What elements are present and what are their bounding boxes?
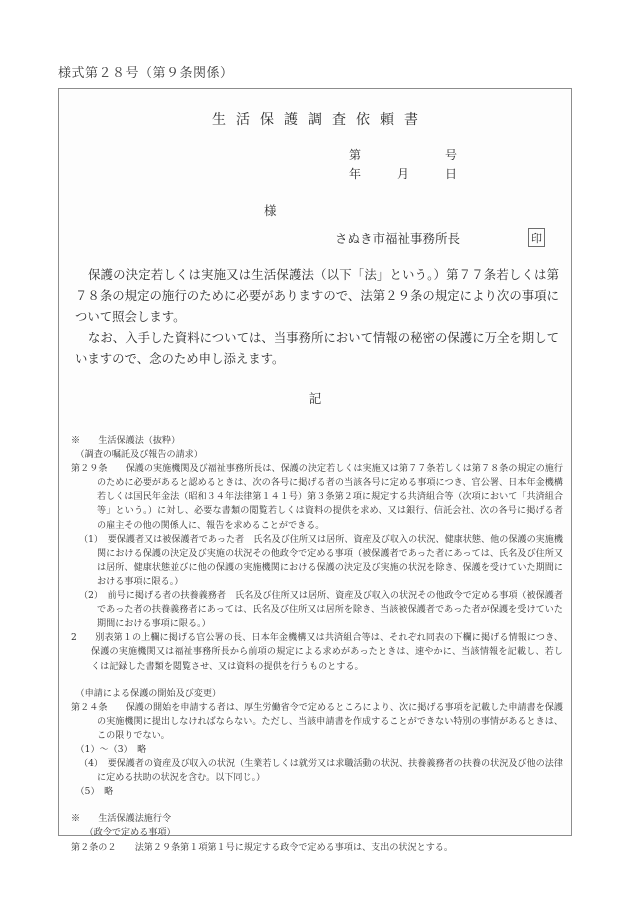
document-frame xyxy=(58,88,572,853)
number-date-block xyxy=(349,146,539,184)
article-29-paragraph-2 xyxy=(71,631,563,673)
article-2-2-text: 法第２９条第１項第１号に規定する政令で定める事項は、支出の状況とする。 xyxy=(134,842,453,853)
article-29-item-2 xyxy=(71,589,563,631)
legal-notes-section xyxy=(71,434,563,855)
article-24-items-1-3-omitted xyxy=(71,743,563,757)
article-2-2 xyxy=(71,841,563,855)
note-section-1-title: 生活保護法（抜粋） xyxy=(98,436,181,446)
notes-spacer-2 xyxy=(71,799,563,812)
article-29-item-1-text: 要保護者又は被保護者であった者 氏名及び住所又は居所、資産及び収入の状況、健康状態、他の保護の実施機関における保護の決定及び実施の状況その他政令で定める事項（被保護者であった者にあっては、氏名及び住所又は居所、健康状態並びに他の保護の実施機関における保護の決定及び実施の状況を除き、保護を受けていた期間における事項に限る。） xyxy=(97,534,563,587)
article-29-text: 保護の実施機関及び福祉事務所長は、保護の決定若しくは実施又は第７７条若しくは第７８条の規定の施行のために必要があると認めるときは、次の各号に掲げる者の当該各号に定める事項につき、官公署、日本年金機構若しくは国民年金法（昭和３４年法律第１４１号）第３条第２項に規定する共済組合等（次項において「共済組合等」という。）に対し、必要な書類の閲覧若しくは資料の提供を求め、又は銀行、信託会社、次の各号に掲げる者の雇主その他の関係人に、報告を求めることができる。 xyxy=(97,464,563,531)
addressee-honorific: 様 xyxy=(264,203,277,218)
note-section-2-title: 生活保護法施行令 xyxy=(98,814,172,825)
article-29-paragraph-2-label: 2 xyxy=(71,633,77,644)
document-date-line: 年 月 日 xyxy=(349,167,458,181)
article-2-2-label: 第２条の２ xyxy=(71,842,117,853)
article-24 xyxy=(71,701,563,743)
note-section-2-heading xyxy=(71,812,563,826)
article-29-item-1 xyxy=(71,533,563,589)
note-section-2-subheading-text: （政令で定める事項） xyxy=(89,828,176,839)
article-29-item-2-text: 前号に掲げる者の扶養義務者 氏名及び住所又は居所、資産及び収入の状況その他政令で定める事項（被保護者であった者の扶養義務者にあっては、氏名及び住所又は居所を除き、当該被保護者であった者が保護を受けていた期間における事項に限る。） xyxy=(97,591,563,630)
article-29 xyxy=(71,462,563,532)
note-section-1-subheading xyxy=(71,448,563,462)
article-24-items-1-3-omitted-text: （1）〜（3） 略 xyxy=(80,744,147,755)
issuer-name: さぬき市福祉事務所長 xyxy=(335,230,461,246)
note-section-1-heading xyxy=(71,434,563,448)
issuer-line xyxy=(335,228,545,247)
article-29-item-2-label: （2） xyxy=(79,591,99,602)
notes-spacer-1 xyxy=(71,674,563,687)
article-24-item-4-text: 要保護者の資産及び収入の状況（生業若しくは就労又は求職活動の状況、扶養義務者の扶養の状況及び他の法律に定める扶助の状況を含む。以下同じ。） xyxy=(97,759,563,784)
article-24-item-4 xyxy=(71,757,563,785)
seal-stamp-box: 印 xyxy=(528,228,545,247)
body-paragraph-1: 保護の決定若しくは実施又は生活保護法（以下「法」という。）第７７条若しくは第７８条の規定の施行のために必要がありますので、法第２９条の規定により次の事項について照会します。 xyxy=(75,267,559,324)
article-24-label: 第２４条 xyxy=(71,702,108,713)
article-24-item-4-label: （4） xyxy=(79,759,99,770)
note-marker-1: ※ xyxy=(71,436,81,446)
note-marker-2: ※ xyxy=(71,814,81,825)
document-number-line: 第 号 xyxy=(349,148,458,162)
ki-mark: 記 xyxy=(308,391,322,406)
note-subheading-2-text: （申請による保護の開始及び変更） xyxy=(80,688,222,699)
page-title: 生活保護調査依頼書 xyxy=(212,112,428,128)
note-section-1-subheading-2 xyxy=(71,687,563,701)
body-paragraph-2: なお、入手した資料については、当事務所において情報の秘密の保護に万全を期していますので、念のため申し添えます。 xyxy=(75,330,559,366)
form-number-heading: 様式第２８号（第９条関係） xyxy=(58,66,234,81)
article-29-paragraph-2-text: 別表第１の上欄に掲げる官公署の長、日本年金機構又は共済組合等は、それぞれ同表の下欄に掲げる情報につき、保護の実施機関又は福祉事務所長から前項の規定による求めがあったときは、速やかに、当該情報を記載し、若しくは記録した書類を閲覧させ、又は資料の提供を行うものとする。 xyxy=(91,633,563,672)
article-24-item-5-omitted-text: （5） 略 xyxy=(80,787,114,798)
note-section-2-subheading xyxy=(71,826,563,840)
article-24-item-5-omitted xyxy=(71,785,563,799)
article-24-text: 保護の開始を申請する者は、厚生労働省令で定めるところにより、次に掲げる事項を記載した申請書を保護の実施機関に提出しなければならない。ただし、当該申請書を作成することができない特別の事情があるときは、この限りでない。 xyxy=(97,702,563,741)
article-29-item-1-label: （1） xyxy=(79,534,99,545)
note-subheading-text: （調査の嘱託及び報告の請求） xyxy=(80,450,203,461)
article-29-label: 第２９条 xyxy=(71,464,108,475)
